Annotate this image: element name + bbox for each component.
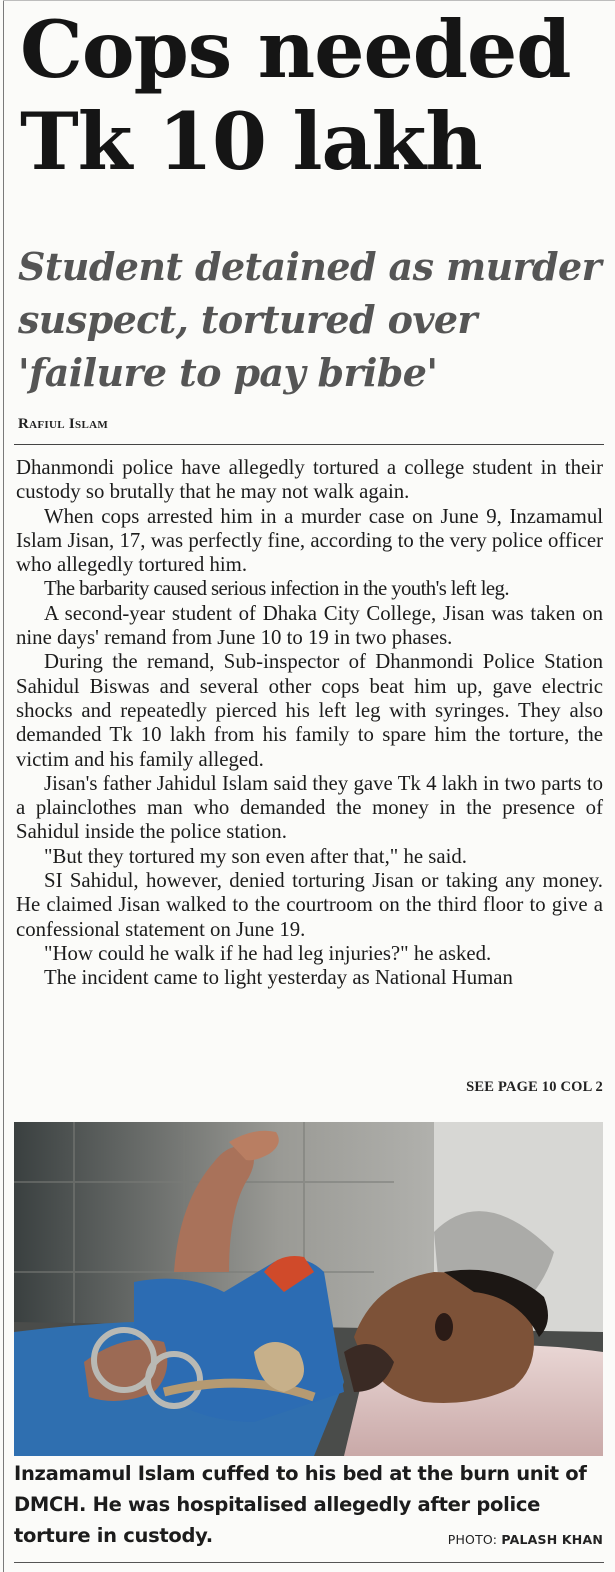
continuation-jump-line: SEE PAGE 10 COL 2: [466, 1079, 603, 1095]
paragraph: "But they tortured my son even after that," he said.: [44, 844, 467, 868]
photo-credit-name: PALASH KHAN: [501, 1532, 603, 1547]
photo-illustration: [14, 1122, 603, 1456]
photo-credit-label: PHOTO:: [447, 1532, 498, 1547]
paragraph: SI Sahidul, however, denied torturing Jisan or taking any money. He claimed Jisan walked to the courtroom on the third floor to give a confessional statement on June 19.: [16, 869, 603, 941]
subhead-line-1: Student detained as murder: [18, 244, 602, 289]
bottom-divider: [14, 1562, 604, 1563]
column-rule-top: [3, 0, 615, 1]
paragraph: When cops arrested him in a murder case on June 9, Inzamamul Islam Jisan, 17, was perfectly fine, according to the very police officer who allegedly tortured him.: [16, 504, 603, 577]
photo-caption: Inzamamul Islam cuffed to his bed at the burn unit of DMCH. He was hospitalised allegedly after police torture in custody.: [14, 1462, 587, 1547]
paragraph: The barbarity caused serious infection in the youth's left leg.: [44, 577, 509, 601]
byline: Rafiul Islam: [18, 416, 109, 432]
headline-line-1: Cops needed: [20, 3, 571, 96]
column-rule-left: [3, 0, 4, 1572]
headline: [20, 4, 610, 188]
article-body: [16, 456, 603, 991]
subhead-line-2: suspect, tortured over: [18, 297, 477, 342]
paragraph: A second-year student of Dhaka City College, Jisan was taken on nine days' remand from June 10 to 19 in two phases.: [16, 601, 603, 650]
subheadline: [18, 240, 608, 399]
paragraph: "How could he walk if he had leg injuries?" he asked.: [44, 941, 492, 965]
paragraph: During the remand, Sub-inspector of Dhanmondi Police Station Sahidul Biswas and several other cops beat him up, gave electric shocks and repeatedly pierced his left leg with syringes. They also demanded Tk 10 lakh from his family to spare him the torture, the victim and his family alleged.: [16, 650, 603, 771]
subhead-line-3: 'failure to pay bribe': [18, 350, 438, 395]
byline-divider: [14, 444, 604, 445]
paragraph: Dhanmondi police have allegedly tortured a college student in their custody so brutally that he may not walk again.: [16, 456, 603, 504]
paragraph: Jisan's father Jahidul Islam said they gave Tk 4 lakh in two parts to a plainclothes man who demanded the money in the presence of Sahidul inside the police station.: [16, 771, 603, 844]
news-photo: [14, 1122, 603, 1456]
paragraph: The incident came to light yesterday as National Human: [44, 966, 513, 990]
photo-credit: [448, 1532, 603, 1547]
headline-line-2: Tk 10 lakh: [20, 95, 482, 188]
